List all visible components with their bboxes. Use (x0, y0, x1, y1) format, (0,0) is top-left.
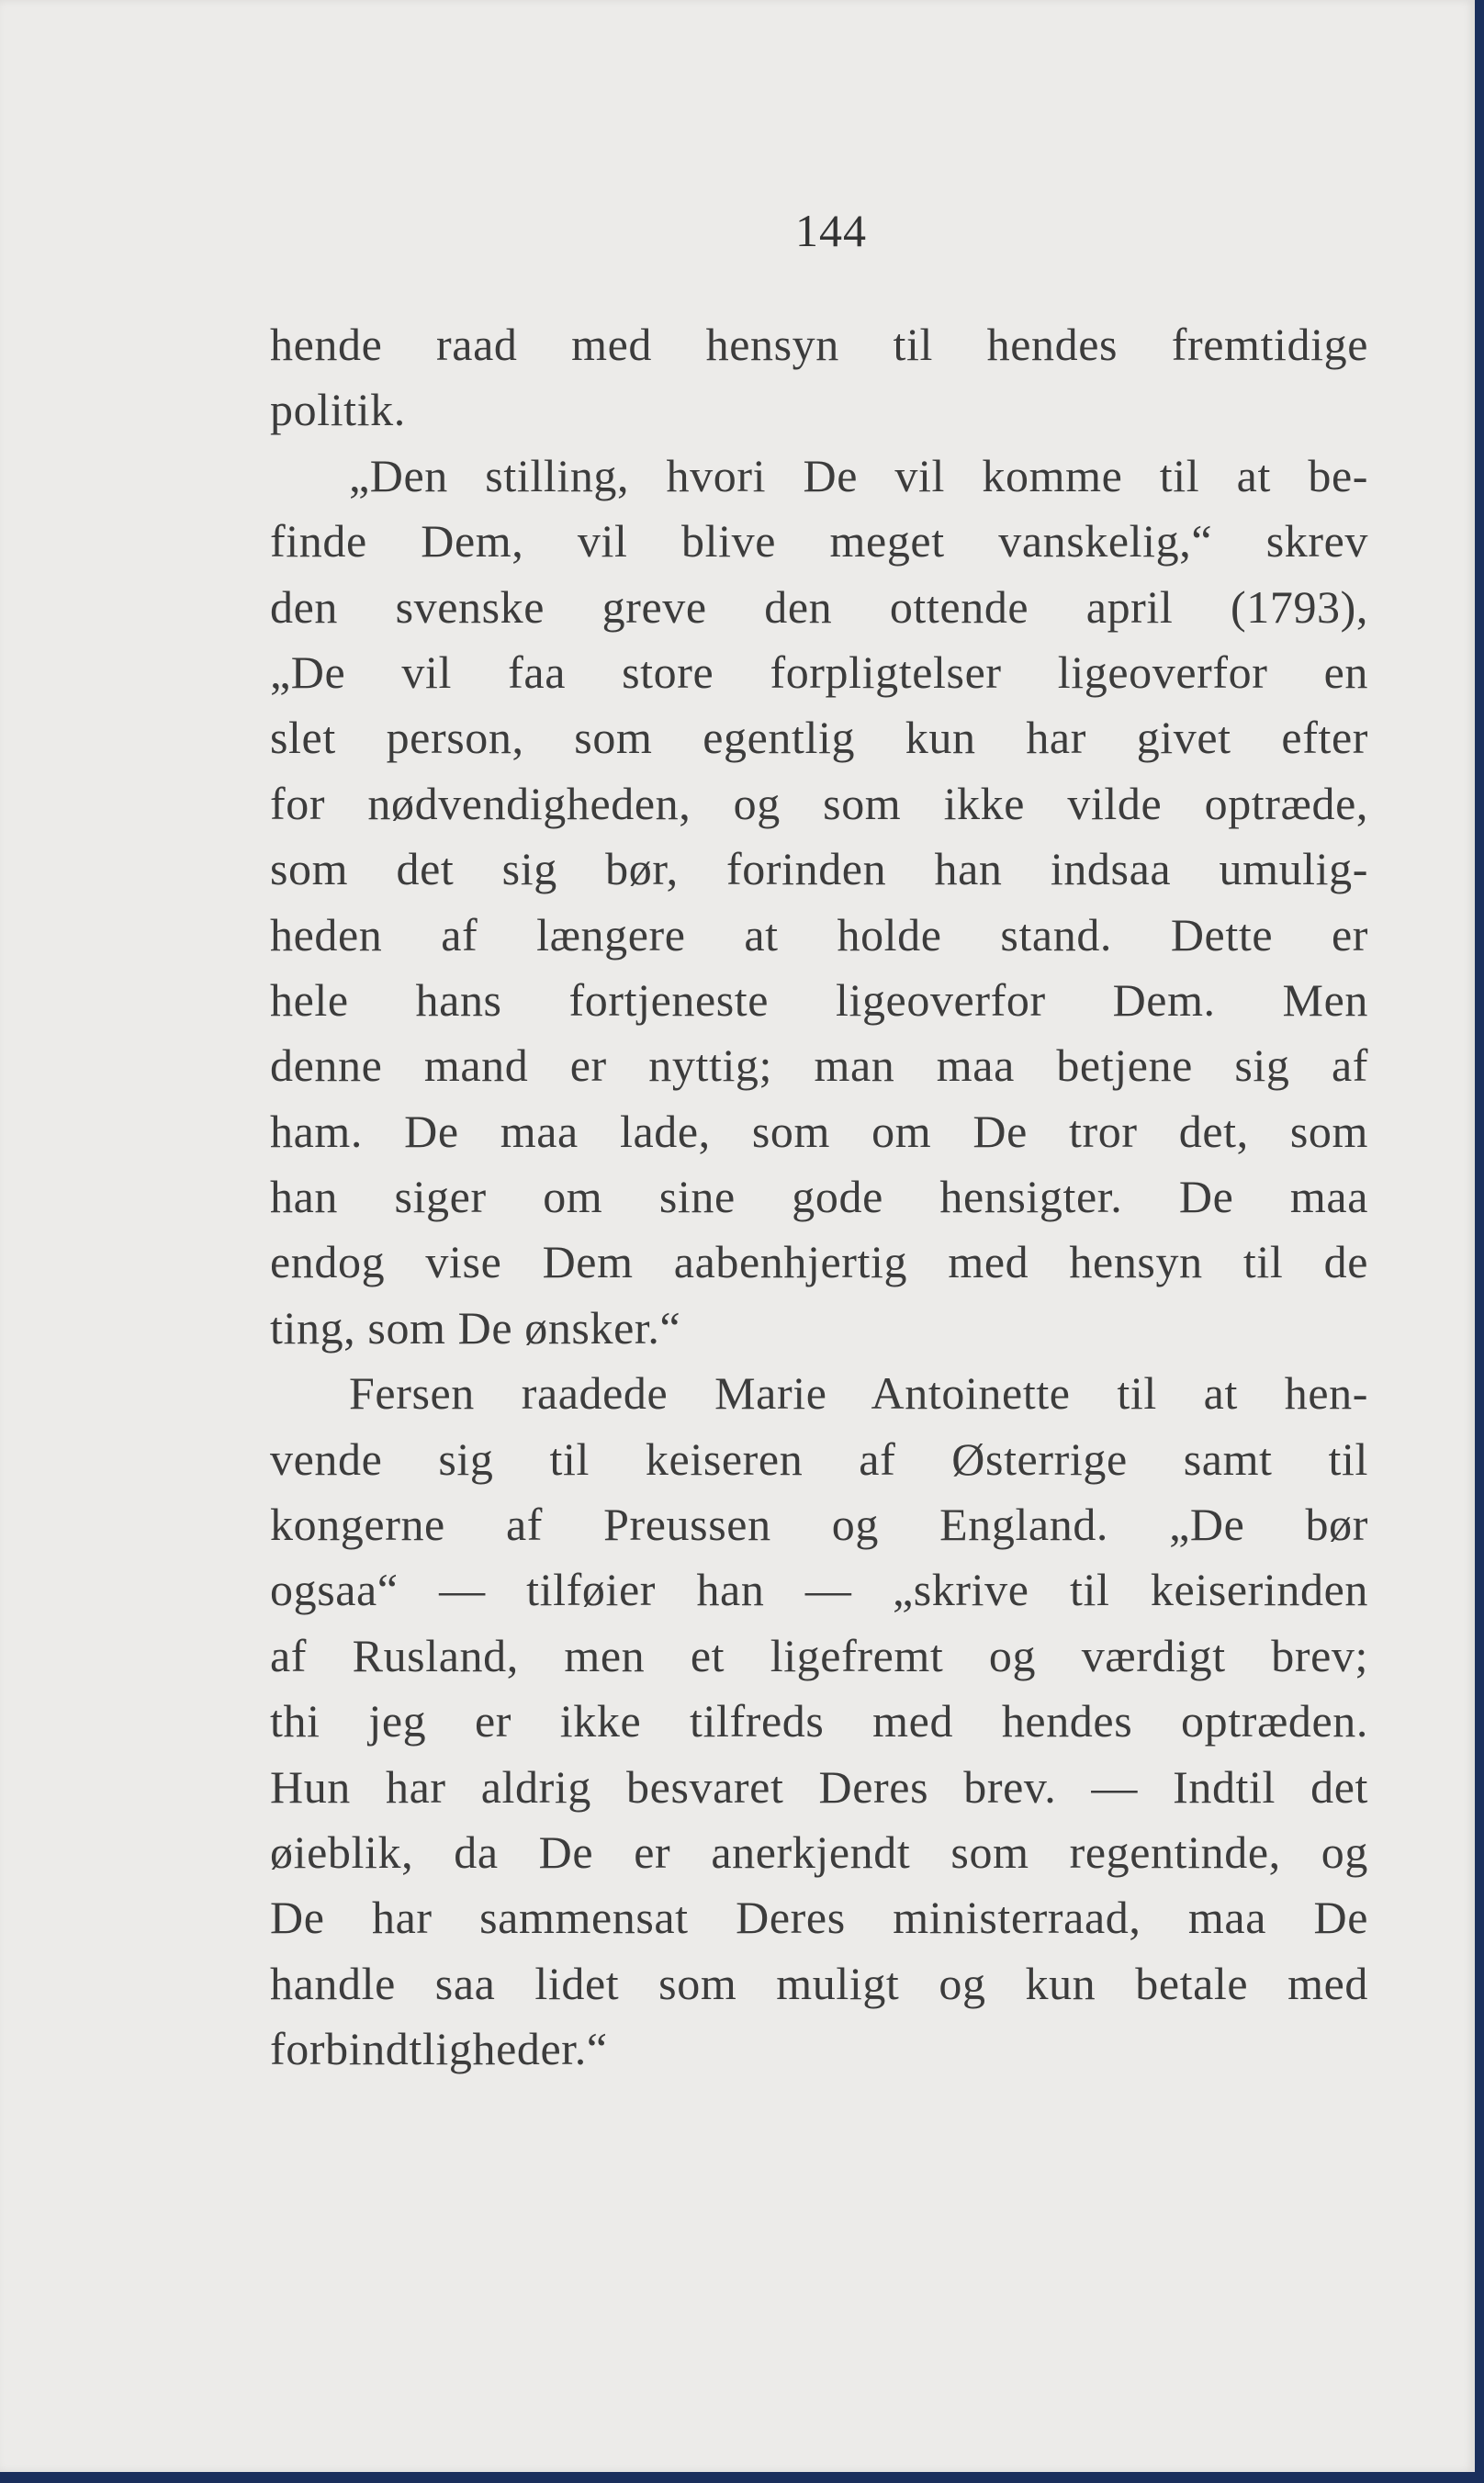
text-line: De har sammensat Deres ministerraad, maa De (270, 1892, 1368, 1944)
text-line: hende raad med hensyn til hendes fremtidige (270, 319, 1368, 370)
text-line: endog vise Dem aabenhjertig med hensyn til de (270, 1236, 1368, 1288)
text-line: kongerne af Preussen og England. „De bør (270, 1499, 1368, 1551)
text-line: forbindtligheder.“ (270, 2023, 608, 2075)
text-line: han siger om sine gode hensigter. De maa (270, 1171, 1368, 1223)
text-line: Hun har aldrig besvaret Deres brev. — Indtil det (270, 1760, 1368, 1813)
text-line: finde Dem, vil blive meget vanskelig,“ skrev (270, 515, 1368, 567)
text-line: af Rusland, men et ligefremt og værdigt brev; (270, 1629, 1368, 1681)
text-line: hele hans fortjeneste ligeoverfor Dem. Men (270, 973, 1368, 1026)
text-line: handle saa lidet som muligt og kun betale med (270, 1957, 1368, 2009)
body-text (270, 312, 1368, 2083)
text-line: som det sig bør, forinden han indsaa umulig- (270, 843, 1368, 895)
page-number: 144 (795, 205, 867, 256)
text-line: ting, som De ønsker.“ (270, 1301, 681, 1354)
text-line: heden af længere at holde stand. Dette er (270, 908, 1368, 961)
text-line: „De vil faa store forpligtelser ligeoverfor en (270, 646, 1368, 698)
text-line: vende sig til keiseren af Østerrige samt til (270, 1432, 1368, 1485)
text-line: Fersen raadede Marie Antoinette til at hen- (349, 1367, 1368, 1420)
text-line: politik. (270, 384, 406, 436)
text-line: thi jeg er ikke tilfreds med hendes optræden. (270, 1695, 1368, 1747)
text-line: „Den stilling, hvori De vil komme til at be- (349, 449, 1368, 501)
text-line: ogsaa“ — tilføier han — „skrive til keiserinden (270, 1564, 1368, 1616)
text-line: øieblik, da De er anerkjendt som regentinde, og (270, 1826, 1368, 1878)
text-line: denne mand er nyttig; man maa betjene sig af (270, 1039, 1368, 1092)
text-line: den svenske greve den ottende april (1793), (270, 580, 1368, 633)
text-line: for nødvendigheden, og som ikke vilde optræde, (270, 777, 1368, 829)
text-line: ham. De maa lade, som om De tror det, som (270, 1105, 1368, 1157)
text-line: slet person, som egentlig kun har givet efter (270, 712, 1368, 764)
